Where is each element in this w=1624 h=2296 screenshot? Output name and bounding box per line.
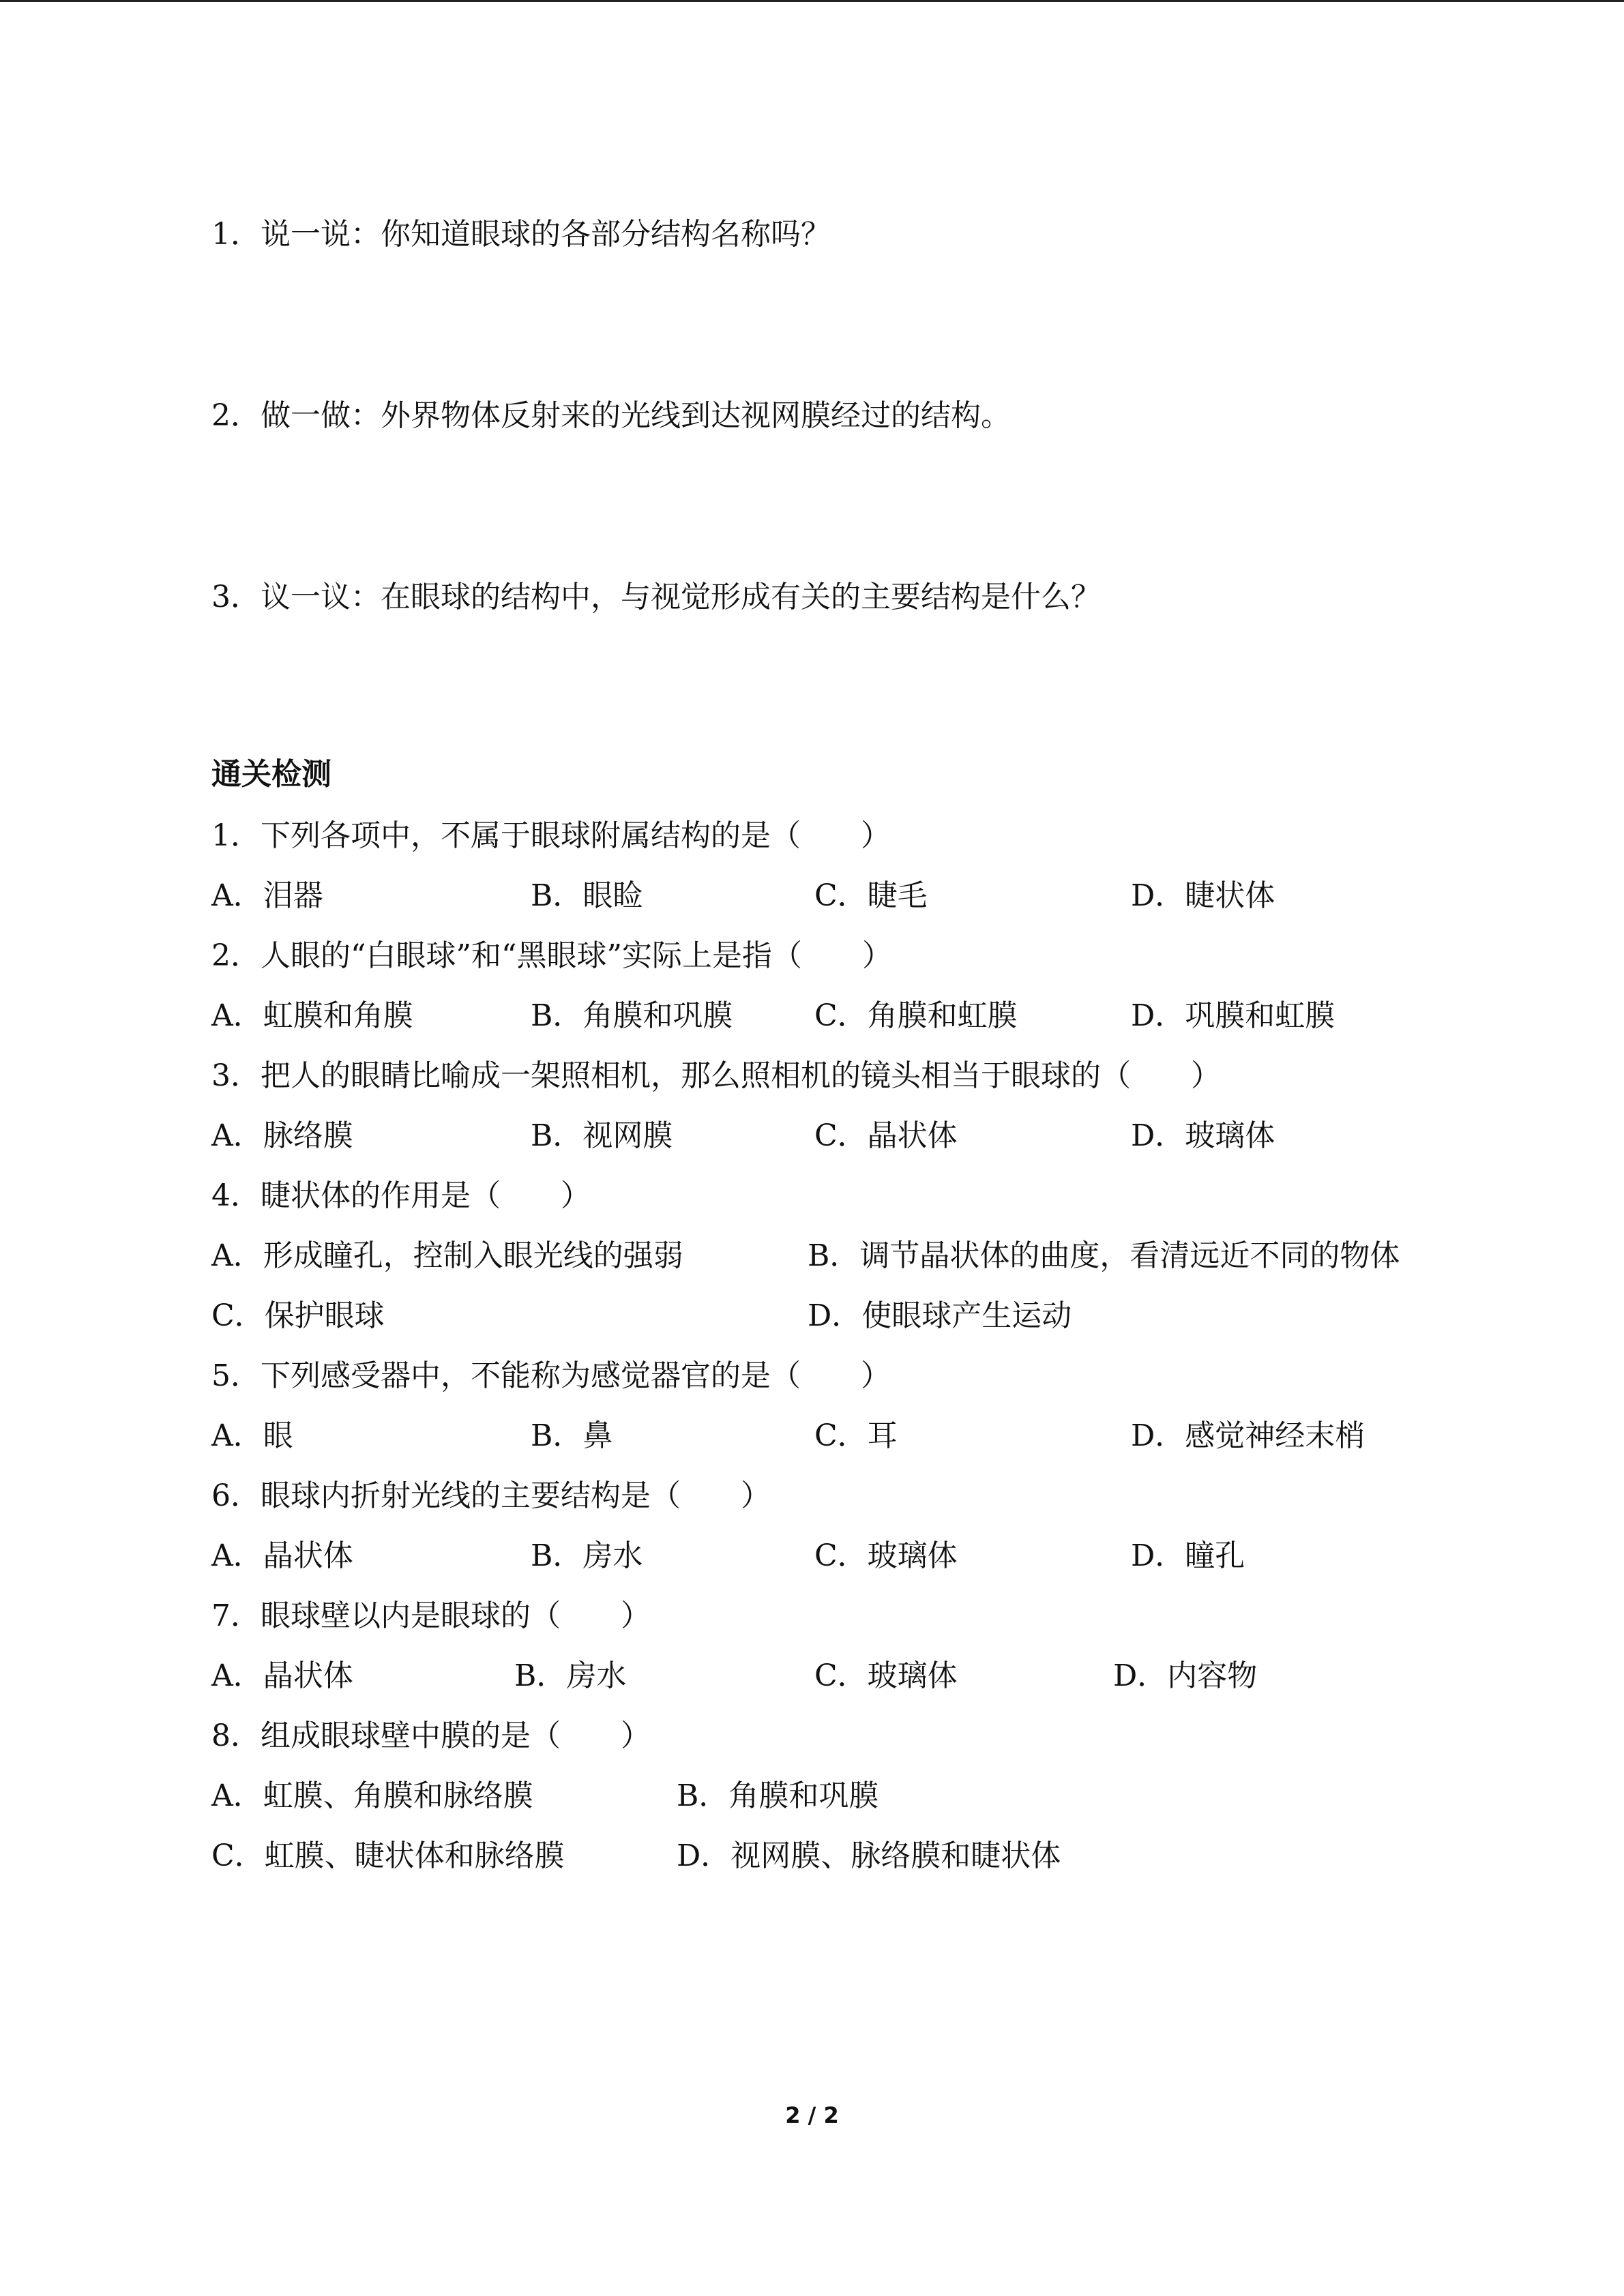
question-4-option-a: A．形成瞳孔，控制入眼光线的强弱 bbox=[211, 1238, 683, 1273]
question-2-option-c: C．角膜和虹膜 bbox=[814, 998, 1018, 1033]
question-1-option-b: B．眼睑 bbox=[531, 878, 643, 913]
question-1-option-c: C．睫毛 bbox=[814, 878, 928, 913]
top-border-line bbox=[0, 0, 1624, 2]
question-4-option-b: B．调节晶状体的曲度，看清远近不同的物体 bbox=[808, 1238, 1400, 1273]
question-8-option-c: C．虹膜、睫状体和脉络膜 bbox=[211, 1838, 565, 1873]
question-5-option-b: B．鼻 bbox=[531, 1418, 613, 1453]
question-7-option-d: D．内容物 bbox=[1113, 1658, 1258, 1693]
question-5-option-c: C．耳 bbox=[814, 1418, 898, 1453]
question-7-stem: 7．眼球壁以内是眼球的（ ） bbox=[211, 1598, 651, 1633]
question-6-stem: 6．眼球内折射光线的主要结构是（ ） bbox=[211, 1478, 771, 1513]
quiz-heading: 通关检测 bbox=[211, 757, 331, 792]
question-2-option-b: B．角膜和巩膜 bbox=[531, 998, 733, 1033]
question-8-option-b: B．角膜和巩膜 bbox=[677, 1778, 879, 1813]
discussion-item-1: 1．说一说：你知道眼球的各部分结构名称吗？ bbox=[211, 217, 831, 252]
question-6-option-a: A．晶状体 bbox=[211, 1538, 353, 1573]
question-1-stem: 1．下列各项中，不属于眼球附属结构的是（ ） bbox=[211, 818, 891, 853]
question-5-stem: 5．下列感受器中，不能称为感觉器官的是（ ） bbox=[211, 1358, 891, 1393]
question-4-option-d: D．使眼球产生运动 bbox=[808, 1298, 1072, 1333]
question-3-option-a: A．脉络膜 bbox=[211, 1118, 353, 1153]
question-1-option-d: D．睫状体 bbox=[1131, 878, 1275, 913]
question-5-option-a: A．眼 bbox=[211, 1418, 293, 1453]
question-7-option-a: A．晶状体 bbox=[211, 1658, 353, 1693]
discussion-item-3: 3．议一议：在眼球的结构中，与视觉形成有关的主要结构是什么？ bbox=[211, 580, 1101, 614]
question-8-option-d: D．视网膜、脉络膜和睫状体 bbox=[677, 1838, 1061, 1873]
question-3-option-b: B．视网膜 bbox=[531, 1118, 673, 1153]
discussion-item-2: 2．做一做：外界物体反射来的光线到达视网膜经过的结构。 bbox=[211, 398, 1011, 433]
question-8-stem: 8．组成眼球壁中膜的是（ ） bbox=[211, 1718, 651, 1753]
question-2-option-d: D．巩膜和虹膜 bbox=[1131, 998, 1335, 1033]
question-3-stem: 3．把人的眼睛比喻成一架照相机，那么照相机的镜头相当于眼球的（ ） bbox=[211, 1058, 1221, 1093]
question-5-option-d: D．感觉神经末梢 bbox=[1131, 1418, 1365, 1453]
question-3-option-c: C．晶状体 bbox=[814, 1118, 958, 1153]
question-2-stem: 2．人眼的“白眼球”和“黑眼球”实际上是指（ ） bbox=[211, 938, 892, 973]
page-number: 2 / 2 bbox=[785, 2102, 839, 2128]
question-4-stem: 4．睫状体的作用是（ ） bbox=[211, 1178, 591, 1213]
question-3-option-d: D．玻璃体 bbox=[1131, 1118, 1275, 1153]
question-2-option-a: A．虹膜和角膜 bbox=[211, 998, 413, 1033]
question-7-option-c: C．玻璃体 bbox=[814, 1658, 958, 1693]
question-8-option-a: A．虹膜、角膜和脉络膜 bbox=[211, 1778, 533, 1813]
question-4-option-c: C．保护眼球 bbox=[211, 1298, 385, 1333]
question-6-option-d: D．瞳孔 bbox=[1131, 1538, 1245, 1573]
question-6-option-c: C．玻璃体 bbox=[814, 1538, 958, 1573]
question-7-option-b: B．房水 bbox=[514, 1658, 627, 1693]
question-6-option-b: B．房水 bbox=[531, 1538, 643, 1573]
question-1-option-a: A．泪器 bbox=[211, 878, 323, 913]
